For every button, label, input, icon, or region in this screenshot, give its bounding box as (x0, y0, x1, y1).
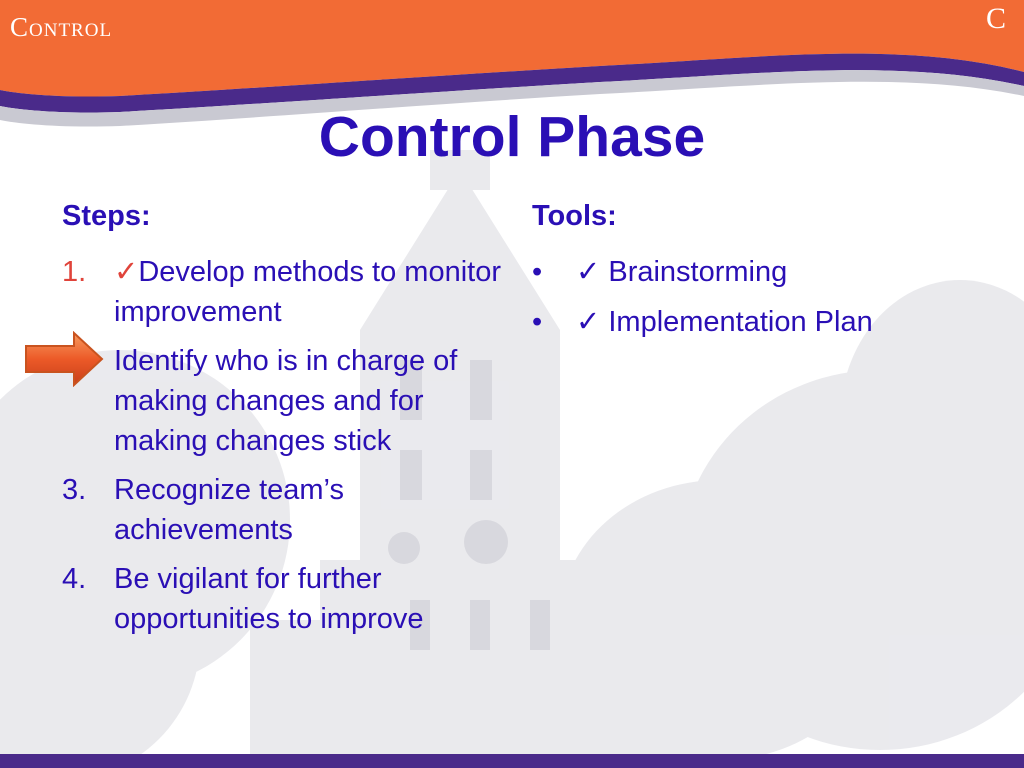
right-arrow-icon (24, 331, 104, 387)
tool-text: ✓ Implementation Plan (576, 306, 873, 338)
tools-heading: Tools: (532, 200, 617, 232)
slide-title: Control Phase (318, 105, 706, 169)
tool-text: ✓ Brainstorming (576, 256, 788, 288)
tool-item (532, 302, 1002, 342)
steps-heading: Steps: (62, 200, 151, 232)
step-item (62, 252, 502, 332)
bullet-icon: • (532, 256, 543, 288)
step-number: 4. (62, 563, 87, 595)
step-text: Identify who is in charge of making changes and for making changes stick (114, 345, 458, 457)
step-item (62, 341, 502, 461)
tool-item (532, 252, 1002, 292)
step-number: 3. (62, 474, 87, 506)
footer-bar (0, 754, 1024, 768)
checkmark-icon: ✓ (114, 256, 139, 288)
step-text: Be vigilant for further opportunities to improve (114, 563, 424, 635)
section-name: Control (10, 12, 113, 42)
step-item (62, 470, 502, 550)
step-number: 1. (62, 256, 87, 288)
step-text: Develop methods to monitor improvement (114, 256, 501, 328)
corner-logo-letter: C (985, 2, 1006, 35)
step-text: Recognize team’s achievements (114, 474, 344, 546)
steps-list (62, 252, 502, 648)
bullet-icon: • (532, 306, 543, 338)
tools-list (532, 252, 1002, 352)
step-item (62, 559, 502, 639)
